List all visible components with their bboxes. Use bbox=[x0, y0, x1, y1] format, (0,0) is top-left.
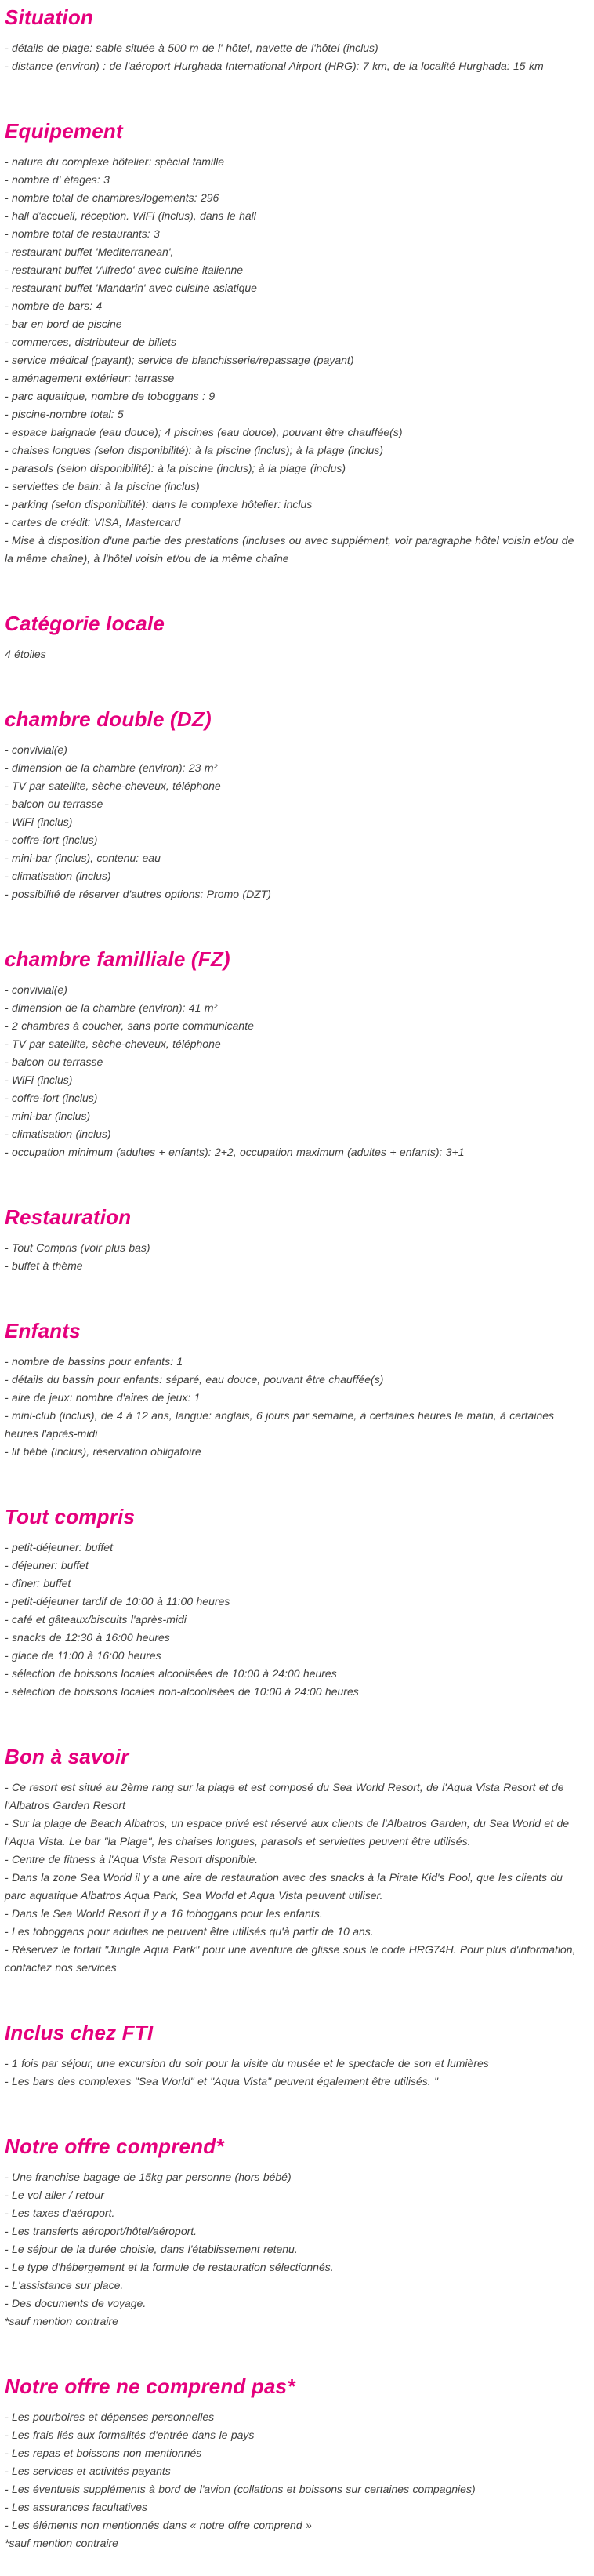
section-tout-compris bbox=[5, 1504, 585, 1701]
section-line: - restaurant buffet 'Alfredo' avec cuisine italienne bbox=[5, 263, 244, 276]
section-line: - parking (selon disponibilité): dans le complexe hôtelier: inclus bbox=[5, 498, 313, 510]
section-line: - balcon ou terrasse bbox=[5, 1055, 103, 1068]
section-line: - service médical (payant); service de blanchisserie/repassage (payant) bbox=[5, 354, 354, 366]
section-line: - L'assistance sur place. bbox=[5, 2279, 124, 2291]
section-line: 4 étoiles bbox=[5, 648, 46, 660]
section-line: - déjeuner: buffet bbox=[5, 1559, 89, 1571]
section-line: - restaurant buffet 'Mediterranean', bbox=[5, 245, 174, 258]
section-line: - Des documents de voyage. bbox=[5, 2297, 147, 2309]
section-title-bon-a-savoir: Bon à savoir bbox=[5, 1745, 129, 1768]
section-line: - sélection de boissons locales non-alcoolisées de 10:00 à 24:00 heures bbox=[5, 1685, 359, 1698]
section-line: - petit-déjeuner tardif de 10:00 à 11:00 heures bbox=[5, 1595, 230, 1608]
section-line: - Le type d'hébergement et la formule de restauration sélectionnés. bbox=[5, 2261, 334, 2273]
section-title-situation: Situation bbox=[5, 5, 94, 29]
section-line: - espace baignade (eau douce); 4 piscines (eau douce), pouvant être chauffée(s) bbox=[5, 426, 403, 438]
section-chambre-double bbox=[5, 707, 585, 903]
section-enfants bbox=[5, 1318, 585, 1461]
section-line: - Ce resort est situé au 2ème rang sur la plage et est composé du Sea World Resort, de l'Aqua Vista Resort et de l'Albatros Garden Resort bbox=[5, 1781, 564, 1811]
section-line: - commerces, distributeur de billets bbox=[5, 336, 177, 348]
section-line: - bar en bord de piscine bbox=[5, 318, 122, 330]
section-line: - Les frais liés aux formalités d'entrée dans le pays bbox=[5, 2429, 255, 2441]
section-line: - Une franchise bagage de 15kg par personne (hors bébé) bbox=[5, 2171, 292, 2183]
section-title-categorie-locale: Catégorie locale bbox=[5, 612, 165, 635]
section-line: - Les repas et boissons non mentionnés bbox=[5, 2447, 202, 2459]
section-line: - Les éventuels suppléments à bord de l'avion (collations et boissons sur certaines compagnies) bbox=[5, 2483, 476, 2495]
section-line: - parc aquatique, nombre de toboggans : 9 bbox=[5, 390, 216, 402]
section-line: - WiFi (inclus) bbox=[5, 816, 73, 828]
section-line: - dîner: buffet bbox=[5, 1577, 71, 1590]
section-line: - hall d'accueil, réception. WiFi (inclus), dans le hall bbox=[5, 209, 256, 222]
section-title-chambre-double: chambre double (DZ) bbox=[5, 707, 212, 731]
section-line: - glace de 11:00 à 16:00 heures bbox=[5, 1649, 161, 1662]
section-line: - café et gâteaux/biscuits l'après-midi bbox=[5, 1613, 187, 1626]
section-line: - détails du bassin pour enfants: séparé, eau douce, pouvant être chauffée(s) bbox=[5, 1373, 384, 1386]
section-line: - balcon ou terrasse bbox=[5, 798, 103, 810]
section-line: - petit-déjeuner: buffet bbox=[5, 1541, 113, 1553]
section-line: - serviettes de bain: à la piscine (inclus) bbox=[5, 480, 200, 492]
section-line: - buffet à thème bbox=[5, 1259, 83, 1272]
section-line: - distance (environ) : de l'aéroport Hurghada International Airport (HRG): 7 km, de la localité Hurghada: 15 km bbox=[5, 60, 544, 72]
section-line: - parasols (selon disponibilité): à la piscine (inclus); à la plage (inclus) bbox=[5, 462, 346, 474]
section-line: - Les pourboires et dépenses personnelles bbox=[5, 2411, 215, 2423]
section-line: - Les assurances facultatives bbox=[5, 2501, 148, 2513]
section-line: - Réservez le forfait "Jungle Aqua Park" pour une aventure de glisse sous le code HRG74H. Pour plus d'information, contactez nos services bbox=[5, 1943, 576, 1974]
section-title-notre-offre-ne-comprend-pas: Notre offre ne comprend pas* bbox=[5, 2374, 295, 2398]
section-line: - Dans le Sea World Resort il y a 16 toboggans pour les enfants. bbox=[5, 1907, 323, 1920]
section-line: - Mise à disposition d'une partie des prestations (incluses ou avec supplément, voir paragraphe hôtel voisin et/ou de la même chaîne), à l'hôtel voisin et/ou de la même chaîne bbox=[5, 534, 574, 565]
section-situation bbox=[5, 5, 585, 75]
section-line: - snacks de 12:30 à 16:00 heures bbox=[5, 1631, 170, 1644]
section-line: - nature du complexe hôtelier: spécial famille bbox=[5, 155, 225, 168]
section-line: - occupation minimum (adultes + enfants): 2+2, occupation maximum (adultes + enfants): 3+1 bbox=[5, 1146, 465, 1158]
section-line: - Les éléments non mentionnés dans « notre offre comprend » bbox=[5, 2519, 312, 2531]
section-line: - climatisation (inclus) bbox=[5, 1128, 111, 1140]
section-line: - nombre total de restaurants: 3 bbox=[5, 227, 160, 240]
section-title-equipement: Equipement bbox=[5, 119, 123, 143]
section-notre-offre-comprend bbox=[5, 2134, 585, 2331]
section-categorie-locale bbox=[5, 611, 585, 663]
section-line: - Sur la plage de Beach Albatros, un espace privé est réservé aux clients de l'Albatros Garden, du Sea World et de l'Aqua Vista. Le bar "la Plage", les chaises longues, parasols et serviettes peuvent être utilisés. bbox=[5, 1817, 570, 1848]
section-line: - WiFi (inclus) bbox=[5, 1074, 73, 1086]
section-line: - Le vol aller / retour bbox=[5, 2189, 104, 2201]
section-line: - dimension de la chambre (environ): 41 m² bbox=[5, 1001, 218, 1014]
section-line: - Les taxes d'aéroport. bbox=[5, 2207, 115, 2219]
section-line: - sélection de boissons locales alcoolisées de 10:00 à 24:00 heures bbox=[5, 1667, 337, 1680]
section-line: - aménagement extérieur: terrasse bbox=[5, 372, 175, 384]
section-footnote: *sauf mention contraire bbox=[5, 2315, 118, 2327]
section-line: - coffre-fort (inclus) bbox=[5, 834, 98, 846]
section-line: - Les services et activités payants bbox=[5, 2465, 171, 2477]
section-line: - TV par satellite, sèche-cheveux, téléphone bbox=[5, 1037, 221, 1050]
section-footnote: *sauf mention contraire bbox=[5, 2537, 118, 2549]
section-bon-a-savoir bbox=[5, 1744, 585, 1977]
section-line: - dimension de la chambre (environ): 23 m² bbox=[5, 761, 218, 774]
section-line: - nombre de bassins pour enfants: 1 bbox=[5, 1355, 183, 1368]
section-line: - nombre de bars: 4 bbox=[5, 300, 103, 312]
section-line: - coffre-fort (inclus) bbox=[5, 1092, 98, 1104]
section-line: - Dans la zone Sea World il y a une aire de restauration avec des snacks à la Pirate Kid's Pool, que les clients du parc aquatique Albatros Aqua Park, Sea World et Aqua Vista peuvent utiliser. bbox=[5, 1871, 563, 1902]
section-line: - possibilité de réserver d'autres options: Promo (DZT) bbox=[5, 888, 271, 900]
section-line: - 2 chambres à coucher, sans porte communicante bbox=[5, 1019, 254, 1032]
section-line: - Les toboggans pour adultes ne peuvent être utilisés qu'à partir de 10 ans. bbox=[5, 1925, 374, 1938]
section-equipement bbox=[5, 118, 585, 568]
section-title-tout-compris: Tout compris bbox=[5, 1505, 136, 1528]
section-line: - Les transferts aéroport/hôtel/aéroport. bbox=[5, 2225, 197, 2237]
section-inclus-chez-fti bbox=[5, 2020, 585, 2091]
section-title-inclus-chez-fti: Inclus chez FTI bbox=[5, 2021, 154, 2044]
section-line: - chaises longues (selon disponibilité): à la piscine (inclus); à la plage (inclus) bbox=[5, 444, 384, 456]
section-line: - mini-bar (inclus) bbox=[5, 1110, 91, 1122]
section-line: - nombre d' étages: 3 bbox=[5, 173, 110, 186]
section-line: - Centre de fitness à l'Aqua Vista Resort disponible. bbox=[5, 1853, 259, 1866]
section-line: - Tout Compris (voir plus bas) bbox=[5, 1241, 150, 1254]
section-notre-offre-ne-comprend-pas bbox=[5, 2374, 585, 2552]
section-line: - convivial(e) bbox=[5, 743, 67, 756]
section-line: - TV par satellite, sèche-cheveux, téléphone bbox=[5, 779, 221, 792]
section-line: - climatisation (inclus) bbox=[5, 870, 111, 882]
section-line: - détails de plage: sable située à 500 m de l' hôtel, navette de l'hôtel (inclus) bbox=[5, 42, 378, 54]
section-title-restauration: Restauration bbox=[5, 1205, 132, 1229]
section-line: - mini-bar (inclus), contenu: eau bbox=[5, 852, 161, 864]
section-title-chambre-familliale: chambre familliale (FZ) bbox=[5, 947, 230, 971]
section-chambre-familliale bbox=[5, 946, 585, 1161]
section-line: - lit bébé (inclus), réservation obligatoire bbox=[5, 1445, 201, 1458]
section-line: - piscine-nombre total: 5 bbox=[5, 408, 124, 420]
section-line: - mini-club (inclus), de 4 à 12 ans, langue: anglais, 6 jours par semaine, à certaines heures le matin, à certaines heures l'après-midi bbox=[5, 1409, 555, 1440]
section-line: - 1 fois par séjour, une excursion du soir pour la visite du musée et le spectacle de son et lumières bbox=[5, 2057, 489, 2069]
section-line: - nombre total de chambres/logements: 296 bbox=[5, 191, 219, 204]
section-restauration bbox=[5, 1204, 585, 1275]
section-title-notre-offre-comprend: Notre offre comprend* bbox=[5, 2135, 224, 2158]
section-line: - cartes de crédit: VISA, Mastercard bbox=[5, 516, 181, 529]
section-line: - aire de jeux: nombre d'aires de jeux: 1 bbox=[5, 1391, 201, 1404]
section-line: - restaurant buffet 'Mandarin' avec cuisine asiatique bbox=[5, 282, 257, 294]
section-title-enfants: Enfants bbox=[5, 1319, 81, 1342]
sections-container bbox=[5, 5, 585, 2552]
section-line: - convivial(e) bbox=[5, 983, 67, 996]
section-line: - Le séjour de la durée choisie, dans l'établissement retenu. bbox=[5, 2243, 298, 2255]
section-line: - Les bars des complexes "Sea World" et "Aqua Vista" peuvent également être utilisés. " bbox=[5, 2075, 438, 2087]
